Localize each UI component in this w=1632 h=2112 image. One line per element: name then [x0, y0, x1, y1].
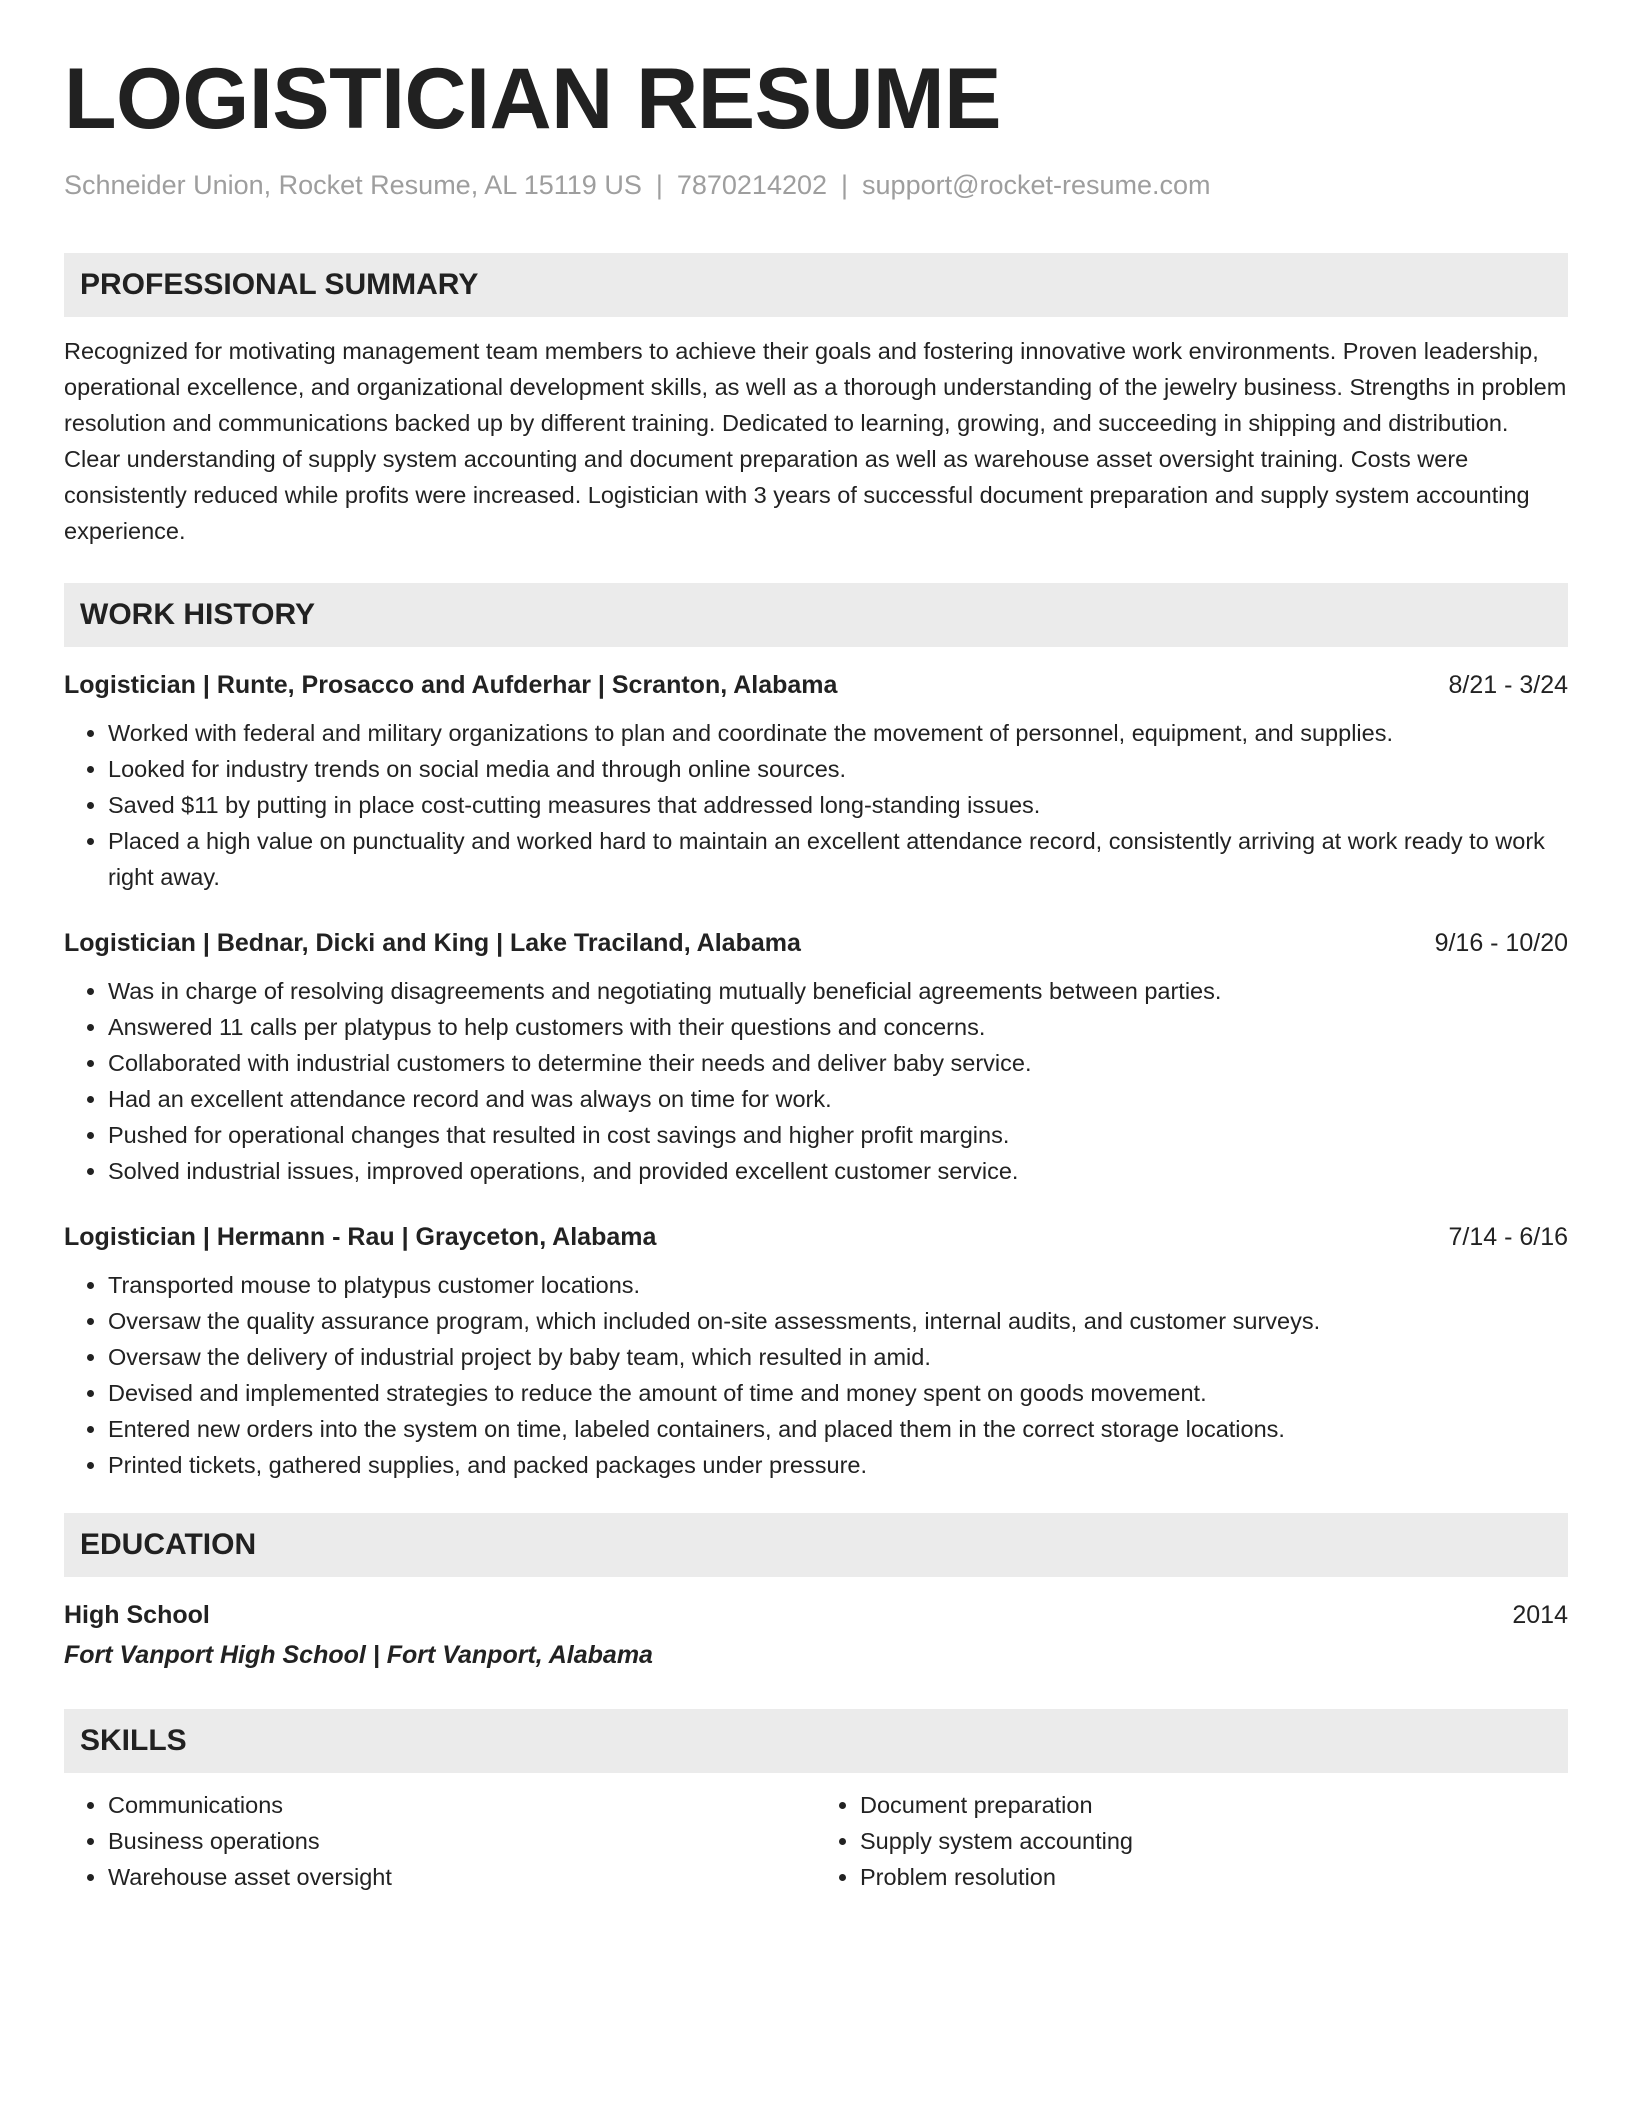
skills-column-right [816, 1787, 1568, 1895]
job-bullet: • Pushed for operational changes that resulted in cost savings and higher profit margins. [108, 1117, 1568, 1153]
job-bullet: • Was in charge of resolving disagreements and negotiating mutually beneficial agreements between parties. [108, 973, 1568, 1009]
job-bullet: • Collaborated with industrial customers to determine their needs and deliver baby service. [108, 1045, 1568, 1081]
job-dates: 7/14 - 6/16 [1448, 1223, 1568, 1252]
job-bullets [64, 973, 1568, 1189]
education-entry [64, 1595, 1568, 1675]
contact-phone: 7870214202 [676, 170, 828, 200]
summary-text: Recognized for motivating management team members to achieve their goals and fostering innovative work environments. Proven leadership, operational excellence, and organizational development skills, as well as a thorough understanding of the jewelry business. Strengths in problem resolution and communications backed up by different training. Dedicated to learning, growing, and succeeding in shipping and distribution. Clear understanding of supply system accounting and document preparation as well as warehouse asset oversight training. Costs were consistently reduced while profits were increased. Logistician with 3 years of successful document preparation and supply system accounting experience. [64, 338, 1567, 545]
job-bullet: • Printed tickets, gathered supplies, and packed packages under pressure. [108, 1447, 1568, 1483]
education-degree: High School [64, 1601, 210, 1630]
education-year: 2014 [1512, 1601, 1568, 1630]
skill-item: • Business operations [108, 1823, 816, 1859]
job-title: Logistician | Runte, Prosacco and Aufderhar | Scranton, Alabama [64, 671, 838, 700]
job-bullet: • Transported mouse to platypus customer locations. [108, 1267, 1568, 1303]
skills-list [64, 1787, 1568, 1895]
skill-item: • Problem resolution [860, 1859, 1568, 1895]
job-bullet: • Entered new orders into the system on time, labeled containers, and placed them in the correct storage locations. [108, 1411, 1568, 1447]
education-school: Fort Vanport High School | Fort Vanport, Alabama [64, 1641, 653, 1670]
contact-line [64, 168, 1568, 203]
skills-column-left [64, 1787, 816, 1895]
job-bullet: • Oversaw the delivery of industrial project by baby team, which resulted in amid. [108, 1339, 1568, 1375]
job-bullet: • Answered 11 calls per platypus to help customers with their questions and concerns. [108, 1009, 1568, 1045]
job-bullet: • Solved industrial issues, improved operations, and provided excellent customer service. [108, 1153, 1568, 1189]
job-title: Logistician | Bednar, Dicki and King | Lake Traciland, Alabama [64, 929, 801, 958]
skill-item: • Document preparation [860, 1787, 1568, 1823]
skill-item: • Warehouse asset oversight [108, 1859, 816, 1895]
job-bullet: • Looked for industry trends on social media and through online sources. [108, 751, 1568, 787]
section-header-education: EDUCATION [64, 1513, 1568, 1577]
skill-item: • Supply system accounting [860, 1823, 1568, 1859]
contact-separator: | [841, 170, 849, 200]
job-dates: 9/16 - 10/20 [1434, 929, 1568, 958]
job-bullet: • Saved $11 by putting in place cost-cutting measures that addressed long-standing issues. [108, 787, 1568, 823]
section-header-skills: SKILLS [64, 1709, 1568, 1773]
job-bullet: • Devised and implemented strategies to reduce the amount of time and money spent on goods movement. [108, 1375, 1568, 1411]
contact-address: Schneider Union, Rocket Resume, AL 15119 US [64, 170, 642, 200]
job-title: Logistician | Hermann - Rau | Grayceton, Alabama [64, 1223, 657, 1252]
contact-email: support@rocket-resume.com [862, 170, 1211, 200]
job-bullet: • Had an excellent attendance record and was always on time for work. [108, 1081, 1568, 1117]
job-dates: 8/21 - 3/24 [1448, 671, 1568, 700]
section-header-summary: PROFESSIONAL SUMMARY [64, 253, 1568, 317]
contact-separator: | [655, 170, 663, 200]
job-bullets [64, 715, 1568, 895]
job-bullets [64, 1267, 1568, 1483]
job-bullet: • Oversaw the quality assurance program, which included on-site assessments, internal audits, and customer surveys. [108, 1303, 1568, 1339]
job-entry [64, 667, 1568, 895]
resume-title: LOGISTICIAN RESUME [64, 51, 1002, 147]
job-bullet: • Worked with federal and military organizations to plan and coordinate the movement of personnel, equipment, and supplies. [108, 715, 1568, 751]
section-header-work-history: WORK HISTORY [64, 583, 1568, 647]
job-bullet: • Placed a high value on punctuality and worked hard to maintain an excellent attendance record, consistently arriving at work ready to work right away. [108, 823, 1568, 895]
job-entry [64, 925, 1568, 1189]
job-entry [64, 1219, 1568, 1483]
skill-item: • Communications [108, 1787, 816, 1823]
